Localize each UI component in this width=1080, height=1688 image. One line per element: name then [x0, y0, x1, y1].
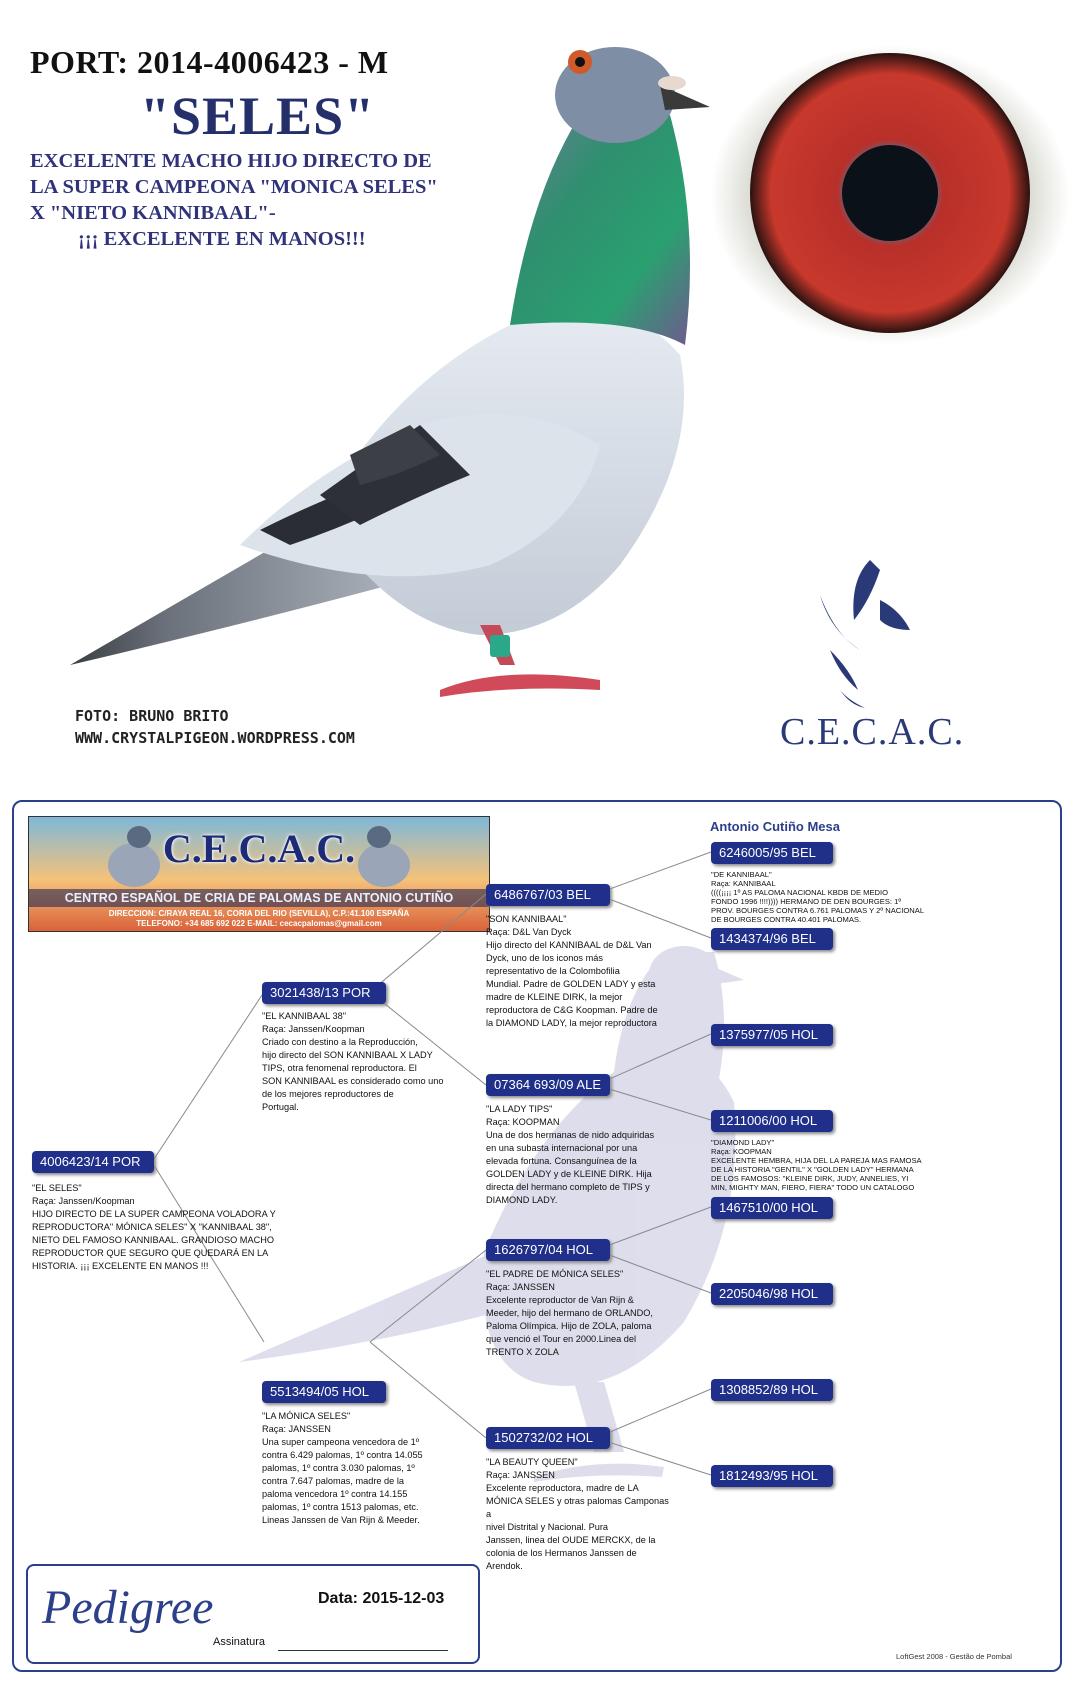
description-line: ¡¡¡ EXCELENTE EN MANOS!!!: [78, 228, 366, 250]
info-line: HISTORIA. ¡¡¡ EXCELENTE EN MANOS !!!: [32, 1261, 209, 1271]
info-line: REPRODUCTORA" MÓNICA SELES" X "KANNIBAAL 38",: [32, 1222, 272, 1232]
info-line: "EL SELES": [32, 1183, 82, 1193]
subject-ring[interactable]: 4006423/14 POR: [32, 1151, 154, 1173]
info-line: HIJO DIRECTO DE LA SUPER CAMPEONA VOLADORA Y: [32, 1209, 276, 1219]
dss-ring[interactable]: 1467510/00 HOL: [711, 1197, 833, 1219]
info-line: Una super campeona vencedora de 1º: [262, 1437, 420, 1447]
info-line: madre de KLEINE DIRK, la mejor: [486, 992, 623, 1002]
info-line: "DE KANNIBAAL": [711, 870, 772, 879]
sire-dam-ring[interactable]: 07364 693/09 ALE: [486, 1074, 610, 1096]
info-line: Meeder, hijo del hermano de ORLANDO,: [486, 1308, 653, 1318]
info-line: TIPS, otra fenomenal reproductora. El: [262, 1063, 417, 1073]
ddd-ring[interactable]: 1812493/95 HOL: [711, 1465, 833, 1487]
info-line: TRENTO X ZOLA: [486, 1347, 559, 1357]
info-line: Raça: JANSSEN: [262, 1424, 331, 1434]
address-line: DIRECCION: C/RAYA REAL 16, CORIA DEL RIO (SEVILLA), C.P.:41.100 ESPAÑA: [108, 909, 410, 918]
info-line: NIETO DEL FAMOSO KANNIBAAL. GRANDIOSO MACHO: [32, 1235, 274, 1245]
sire-info: [262, 1010, 447, 1114]
info-line: "LA MÓNICA SELES": [262, 1411, 351, 1421]
info-line: Raça: D&L Van Dyck: [486, 927, 572, 937]
info-line: contra 6.429 palomas, 1º contra 14.055: [262, 1450, 423, 1460]
info-line: ((((¡¡¡¡ 1º AS PALOMA NACIONAL KBDB DE MEDIO: [711, 888, 889, 897]
sire-ring[interactable]: 3021438/13 POR: [262, 982, 386, 1004]
sss-ring[interactable]: 6246005/95 BEL: [711, 842, 833, 864]
sds-ring[interactable]: 1375977/05 HOL: [711, 1024, 833, 1046]
banner-title: C.E.C.A.C.: [162, 826, 356, 871]
info-line: PROV. BOURGES CONTRA 6.761 PALOMAS Y 2º NACIONAL: [711, 906, 925, 915]
info-line: MIN, MIGHTY MAN, FIERO, FIERA" TODO UN CATALOGO: [711, 1183, 915, 1192]
sire-dam-info: [486, 1103, 676, 1207]
info-line: EXCELENTE HEMBRA, HIJA DEL LA PAREJA MAS FAMOSA: [711, 1156, 922, 1165]
info-line: Excelente reproductor de Van Rijn &: [486, 1295, 634, 1305]
photographer: FOTO: BRUNO BRITO: [75, 707, 229, 725]
signature-label: Assinatura: [213, 1636, 265, 1648]
dam-sire-info: [486, 1268, 676, 1359]
info-line: en una subasta internacional por una: [486, 1143, 638, 1153]
info-line: colonia de los Hermanos Janssen de: [486, 1548, 637, 1558]
info-line: Mundial. Padre de GOLDEN LADY y esta: [486, 979, 656, 989]
owner-name: Antonio Cutiño Mesa: [710, 819, 840, 834]
info-line: GOLDEN LADY y de KLEINE DIRK. Hija: [486, 1169, 652, 1179]
info-line: SON KANNIBAAL es considerado como uno: [262, 1076, 444, 1086]
contact-line: TELEFONO: +34 685 692 022 E-MAIL: cecacpalomas@gmail.com: [136, 919, 382, 928]
info-line: la DIAMOND LADY, la mejor reproductora: [486, 1018, 657, 1028]
info-line: reproductora de C&G Koopman. Padre de: [486, 1005, 658, 1015]
info-line: Portugal.: [262, 1102, 299, 1112]
info-line: "LA LADY TIPS": [486, 1104, 553, 1114]
info-line: Una de dos hermanas de nido adquiridas: [486, 1130, 655, 1140]
info-line: Paloma Olímpica. Hijo de ZOLA, paloma: [486, 1321, 652, 1331]
sss-info: [711, 870, 946, 924]
info-line: "EL PADRE DE MÓNICA SELES": [486, 1269, 624, 1279]
info-line: paloma vencedora 1º contra 14.155: [262, 1489, 408, 1499]
description-line: LA SUPER CAMPEONA "MONICA SELES": [30, 176, 438, 198]
photo-credit: [75, 705, 355, 749]
info-line: que venció el Tour en 2000.Linea del: [486, 1334, 637, 1344]
info-line: Excelente reproductora, madre de LA: [486, 1483, 639, 1493]
signature-box: [26, 1564, 480, 1664]
website-link[interactable]: WWW.CRYSTALPIGEON.WORDPRESS.COM: [75, 729, 355, 747]
info-line: Raça: KOOPMAN: [711, 1147, 772, 1156]
dam-dam-info: [486, 1456, 676, 1573]
dam-info: [262, 1410, 447, 1527]
sire-sire-info: [486, 913, 676, 1030]
info-line: palomas, 1º contra 1513 palomas, etc.: [262, 1502, 419, 1512]
description-line: X "NIETO KANNIBAAL"-: [30, 202, 276, 224]
info-line: DE BOURGES CONTRA 40.401 PALOMAS.: [711, 915, 862, 924]
info-line: hijo directo del SON KANNIBAAL X LADY: [262, 1050, 433, 1060]
info-line: MÓNICA SELES y otras palomas Camponas a: [486, 1496, 669, 1519]
software-credit: LoftGest 2008 - Gestão de Pombal: [896, 1652, 1012, 1661]
banner-subtitle: CENTRO ESPAÑOL DE CRIA DE PALOMAS DE ANTONIO CUTIÑO: [29, 889, 489, 907]
info-line: palomas, 1º contra 3.030 palomas, 1º: [262, 1463, 415, 1473]
info-line: Raça: KOOPMAN: [486, 1117, 560, 1127]
ring-number-heading: PORT: 2014-4006423 - M: [30, 44, 389, 80]
description-line: EXCELENTE MACHO HIJO DIRECTO DE: [30, 150, 432, 172]
dds-ring[interactable]: 1308852/89 HOL: [711, 1379, 833, 1401]
sire-sire-ring[interactable]: 6486767/03 BEL: [486, 884, 610, 906]
pigeon-photo: [60, 25, 730, 745]
info-line: Dyck, uno de los iconos más: [486, 953, 603, 963]
dam-dam-ring[interactable]: 1502732/02 HOL: [486, 1427, 610, 1449]
info-line: Hijo directo del KANNIBAAL de D&L Van: [486, 940, 652, 950]
info-line: REPRODUCTOR QUE SEGURO QUE QUEDARÁ EN LA: [32, 1248, 269, 1258]
info-line: Raça: Janssen/Koopman: [32, 1196, 135, 1206]
pedigree-panel: [12, 800, 1062, 1672]
pedigree-date: Data: 2015-12-03: [318, 1590, 445, 1607]
info-line: DE LOS FAMOSOS: "KLEINE DIRK, JUDY, ANNELIES, YI: [711, 1174, 909, 1183]
dsd-ring[interactable]: 2205046/98 HOL: [711, 1283, 833, 1305]
info-line: contra 7.647 palomas, madre de la: [262, 1476, 404, 1486]
info-line: "DIAMOND LADY": [711, 1138, 775, 1147]
info-line: directa del hermano completo de TIPS y: [486, 1182, 650, 1192]
info-line: Raça: JANSSEN: [486, 1282, 555, 1292]
info-line: DE LA HISTORIA "GENTIL" X "GOLDEN LADY" HERMANA: [711, 1165, 914, 1174]
pedigree-script-label: Pedigree: [42, 1581, 214, 1634]
ssd-ring[interactable]: 1434374/96 BEL: [711, 928, 833, 950]
info-line: FONDO 1996 !!!!)))) HERMANO DE DEN BOURGES: 1º: [711, 897, 902, 906]
info-line: nivel Distrital y Nacional. Pura: [486, 1522, 609, 1532]
info-line: Raça: JANSSEN: [486, 1470, 555, 1480]
info-line: de los mejores reproductores de: [262, 1089, 394, 1099]
dove-logo-icon: [810, 560, 930, 710]
eye-closeup: [700, 45, 1070, 345]
sdd-info: [711, 1138, 951, 1192]
info-line: DIAMOND LADY.: [486, 1195, 558, 1205]
dam-sire-ring[interactable]: 1626797/04 HOL: [486, 1239, 610, 1261]
info-line: Arendok.: [486, 1561, 523, 1571]
info-line: Criado con destino a la Reproducción,: [262, 1037, 418, 1047]
info-line: "SON KANNIBAAL": [486, 914, 567, 924]
subject-info: [32, 1182, 302, 1273]
cecac-brand: C.E.C.A.C.: [780, 711, 965, 753]
info-line: representativo de la Colombofilia: [486, 966, 620, 976]
info-line: Raça: Janssen/Koopman: [262, 1024, 365, 1034]
info-line: Raça: KANNIBAAL: [711, 879, 776, 888]
info-line: Janssen, linea del OUDE MERCKX, de la: [486, 1535, 656, 1545]
pigeon-name: "SELES": [140, 86, 376, 146]
dam-ring[interactable]: 5513494/05 HOL: [262, 1381, 386, 1403]
info-line: Lineas Janssen de Van Rijn & Meeder.: [262, 1515, 420, 1525]
signature-line[interactable]: [278, 1650, 448, 1651]
sdd-ring[interactable]: 1211006/00 HOL: [711, 1110, 833, 1132]
info-line: "LA BEAUTY QUEEN": [486, 1457, 578, 1467]
info-line: "EL KANNIBAAL 38": [262, 1011, 346, 1021]
info-line: elevada fortuna. Consanguínea de la: [486, 1156, 637, 1166]
